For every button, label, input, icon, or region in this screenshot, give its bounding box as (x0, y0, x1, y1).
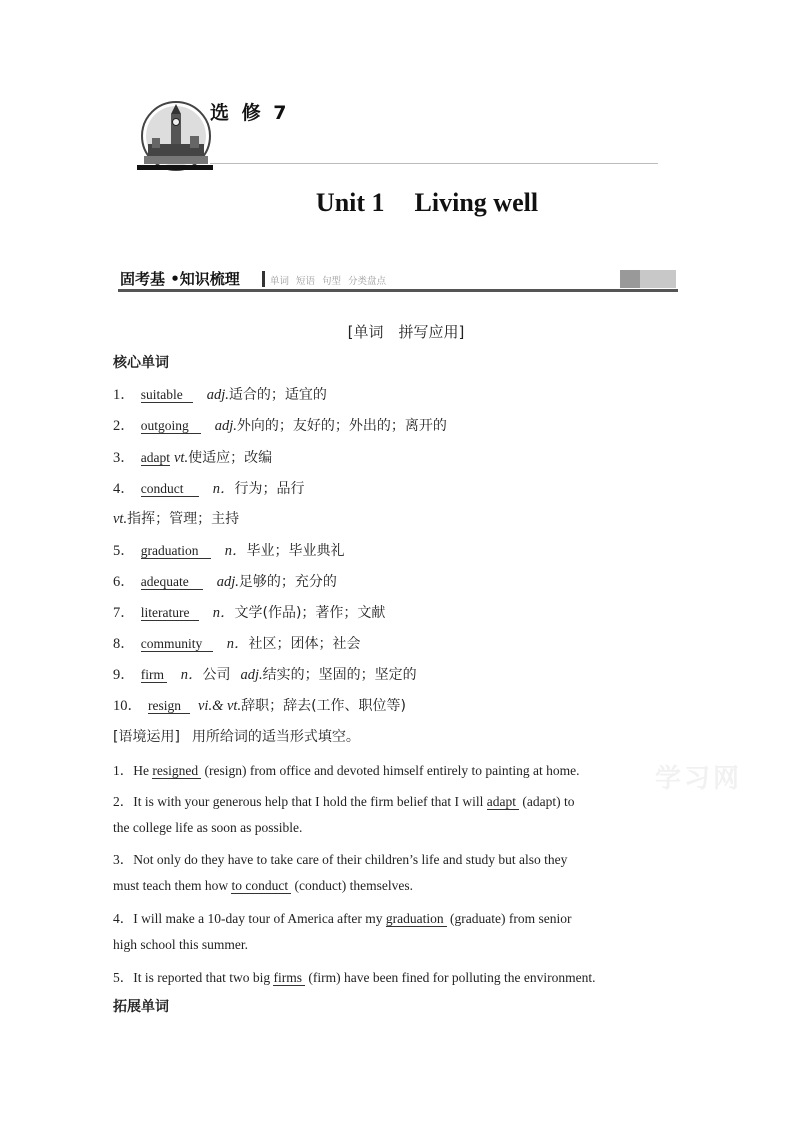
word-answer: literature (141, 606, 199, 621)
exercise-answer: to conduct (231, 878, 291, 894)
context-instruction: [语境运用] 用所给词的适当形式填空。 (113, 729, 360, 745)
word-answer: outgoing (141, 419, 201, 434)
word-item: 1． suitable adj.适合的；适宜的 (113, 387, 327, 403)
banner-subtitle: 单词 短语 句型 分类盘点 (270, 276, 387, 287)
word-answer: graduation (141, 544, 211, 559)
unit-title (0, 188, 794, 218)
banner-separator (262, 271, 265, 287)
unit-number: Unit 1 (315, 188, 385, 217)
watermark: 学习网 (655, 764, 743, 794)
context-tag: [语境运用] (113, 729, 180, 745)
word-item: 2． outgoing adj.外向的；友好的；外出的；离开的 (113, 418, 447, 434)
section-heading: [单词 拼写应用] (347, 323, 465, 341)
exercise-answer: graduation (386, 911, 447, 927)
core-words-label: 核心单词 (113, 355, 169, 371)
exercise-line: 5．It is reported that two big firms (firm) have been fined for polluting the environment. (113, 970, 596, 985)
word-answer: resign (148, 699, 190, 714)
exercise-line: high school this summer. (113, 937, 248, 952)
word-answer: suitable (141, 388, 193, 403)
word-answer: firm (141, 668, 167, 683)
exercise-line: 2．It is with your generous help that I hold the firm belief that I will adapt (adapt) to (113, 794, 575, 809)
exercise-answer: adapt (487, 794, 519, 810)
word-item: 7． literature n．文学(作品)；著作；文献 (113, 605, 386, 621)
exercise-line: the college life as soon as possible. (113, 820, 303, 835)
exercise-line: must teach them how to conduct (conduct) themselves. (113, 878, 413, 893)
word-item: 10． resign vi.& vt.辞职；辞去(工作、职位等) (113, 698, 407, 714)
word-item: 4． conduct n．行为；品行 (113, 481, 305, 497)
word-answer: adapt (140, 450, 170, 465)
word-answer: community (141, 637, 213, 652)
exercise-line: 3．Not only do they have to take care of their children’s life and study but also they (113, 852, 568, 867)
banner-block-dark (620, 270, 640, 288)
exercise-line: 1．He resigned (resign) from office and devoted himself entirely to painting at home. (113, 763, 580, 778)
extend-words-label: 拓展单词 (113, 999, 169, 1015)
word-item: 6． adequate adj.足够的；充分的 (113, 574, 337, 590)
header-rule (210, 163, 658, 164)
banner-underline (118, 289, 678, 292)
word-item: 5． graduation n．毕业；毕业典礼 (113, 543, 345, 559)
banner-block-light (640, 270, 676, 288)
word-item-continued: vt.指挥；管理；主持 (113, 511, 240, 527)
header-accent-bar (137, 165, 213, 170)
exercise-answer: firms (273, 970, 305, 986)
word-item: 9． firm n．公司 adj.结实的；坚固的；坚定的 (113, 667, 417, 683)
exercise-line: 4．I will make a 10-day tour of America after my graduation (graduate) from senior (113, 911, 572, 926)
word-item: 8． community n．社区；团体；社会 (113, 636, 361, 652)
word-answer: conduct (141, 482, 199, 497)
word-item: 3． adapt vt.使适应；改编 (113, 450, 273, 466)
word-answer: adequate (141, 575, 203, 590)
unit-name: Living well (414, 188, 539, 217)
big-ben-emblem-icon (140, 100, 212, 172)
book-volume-title: 选 修 7 (210, 102, 290, 124)
exercise-answer: resigned (152, 763, 201, 779)
banner-title: 固考基 •知识梳理 (120, 270, 240, 288)
section-banner (118, 268, 678, 292)
